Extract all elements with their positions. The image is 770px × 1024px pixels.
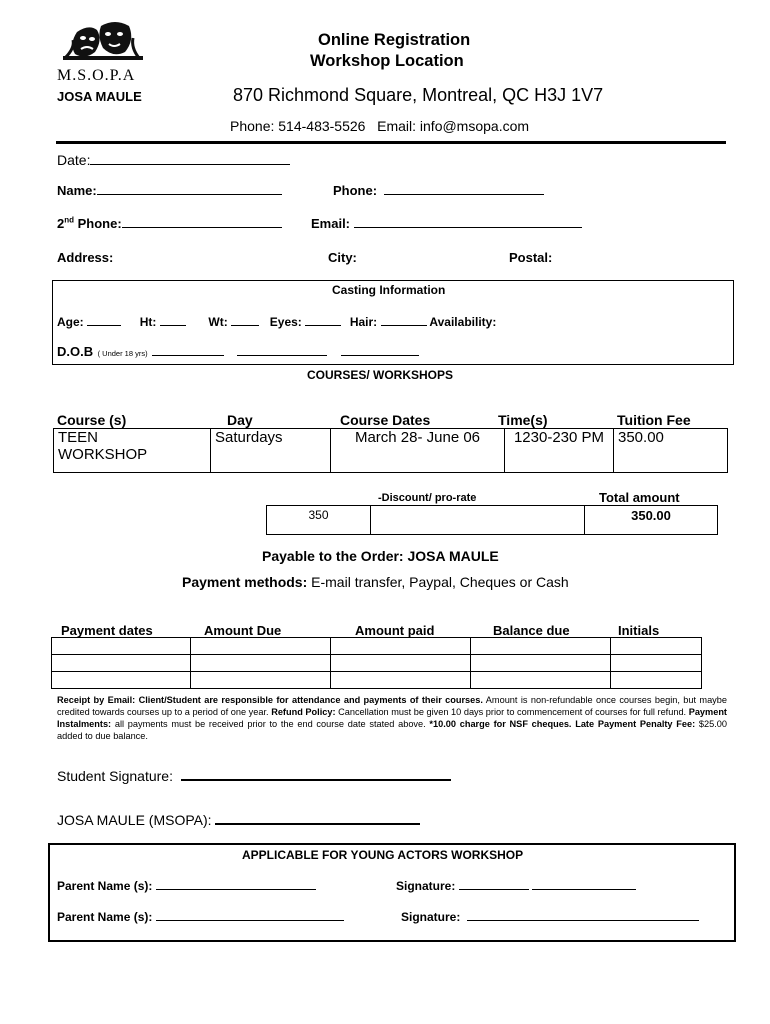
total-amount-label: Total amount [599,490,680,505]
second-phone-field[interactable] [57,216,282,231]
casting-title: Casting Information [332,283,446,297]
discount-cell[interactable] [371,506,585,535]
payment-cell[interactable] [611,672,702,689]
payment-header-initials: Initials [618,623,660,638]
parent-name-field-2[interactable] [57,909,344,924]
ht-label: Ht: [139,315,157,329]
theatre-masks-icon [55,18,155,62]
phone-label: Phone: [333,183,378,198]
name-field[interactable] [57,183,282,198]
course-cell: TEEN WORKSHOP [54,429,211,473]
totals-table [266,505,718,535]
parent-name-label-1: Parent Name (s): [57,879,153,893]
payment-cell[interactable] [471,638,611,655]
msopa-logo [55,18,155,84]
payment-cell[interactable] [611,638,702,655]
payment-cell[interactable] [331,638,471,655]
dob-note: ( Under 18 yrs) [97,349,148,358]
hair-label: Hair: [349,315,378,329]
dob-label: D.O.B [57,344,94,359]
total-amount-cell: 350.00 [585,506,718,535]
header-divider [56,141,726,144]
payment-header-dates: Payment dates [61,623,153,638]
day-cell: Saturdays [211,429,331,473]
second-phone-label: 2nd Phone: [57,216,122,232]
fee-cell: 350.00 [614,429,728,473]
parent-name-label-2: Parent Name (s): [57,910,153,924]
courses-section-title: COURSES/ WORKSHOPS [307,368,454,382]
student-signature-field[interactable] [57,768,451,784]
msopa-signature-label: JOSA MAULE (MSOPA): [57,812,212,828]
payment-cell[interactable] [331,655,471,672]
policy-text: Receipt by Email: Client/Student are responsible for attendance and payments of their courses. Amount is non-refundable once courses begin, but maybe credited towards courses up to a period of one year. Refund Policy: Cancellation must be given 10 days prior to commencement of courses for full refund. Payment Instalments: all payments must be received prior to the end course date stated above. *10.00 charge for NSF cheques. Late Payment Penalty Fee: $25.00 added to due balance. [57,695,727,741]
payment-cell[interactable] [471,655,611,672]
payment-cell[interactable] [52,655,191,672]
time-cell: 1230-230 PM [505,429,614,473]
eyes-label: Eyes: [269,315,302,329]
payment-cell[interactable] [52,672,191,689]
address-label: Address: [57,250,114,265]
logo-text: M.S.O.P.A [57,67,136,84]
course-header-course: Course (s) [57,412,127,428]
payment-methods [182,574,569,590]
payment-cell[interactable] [191,638,331,655]
base-amount-cell: 350 [267,506,371,535]
casting-fields-row[interactable] [57,314,496,329]
email-label: Email: [311,216,351,231]
payment-cell[interactable] [52,638,191,655]
course-header-dates: Course Dates [340,412,431,428]
dates-cell: March 28- June 06 [331,429,505,473]
wt-label: Wt: [208,315,228,329]
course-header-time: Time(s) [498,412,548,428]
msopa-signature-field[interactable] [57,812,420,828]
name-label: Name: [57,183,97,198]
table-row [54,429,728,473]
course-header-day: Day [227,412,253,428]
payment-header-paid: Amount paid [355,623,435,638]
payment-cell[interactable] [331,672,471,689]
course-header-fee: Tuition Fee [617,412,691,428]
payment-methods-value: E-mail transfer, Paypal, Cheques or Cash [307,574,569,590]
age-label: Age: [57,315,84,329]
postal-label: Postal: [509,250,553,265]
payment-cell[interactable] [191,655,331,672]
payment-header-due: Amount Due [204,623,282,638]
payable-to: Payable to the Order: JOSA MAULE [262,548,499,564]
parent-signature-label-2: Signature: [401,910,461,924]
date-field[interactable] [57,152,290,168]
table-row [52,655,702,672]
contact-line: Phone: 514-483-5526 Email: info@msopa.com [230,118,530,134]
table-row [267,506,718,535]
dob-row[interactable] [57,343,419,361]
payment-methods-label: Payment methods: [182,574,308,590]
payment-cell[interactable] [471,672,611,689]
parent-signature-field-2[interactable] [401,909,699,924]
parent-signature-field-1[interactable] [396,878,636,893]
owner-name: JOSA MAULE [57,89,142,104]
availability-label: Availability: [429,315,497,329]
payment-cell[interactable] [191,672,331,689]
workshop-address: 870 Richmond Square, Montreal, QC H3J 1V7 [233,85,604,105]
courses-table [53,428,728,473]
city-label: City: [328,250,357,265]
payment-table [51,637,702,689]
table-row [52,672,702,689]
date-label: Date: [57,152,91,168]
table-row [52,638,702,655]
student-signature-label: Student Signature: [57,768,173,784]
email-field[interactable] [311,216,582,231]
discount-label: -Discount/ pro-rate [378,492,477,504]
title-workshop-location: Workshop Location [310,52,464,70]
phone-field[interactable] [333,183,544,198]
parent-signature-label-1: Signature: [396,879,456,893]
payment-header-balance: Balance due [493,623,570,638]
title-online-registration: Online Registration [318,31,471,49]
young-actors-title: APPLICABLE FOR YOUNG ACTORS WORKSHOP [242,848,524,862]
parent-name-field-1[interactable] [57,878,316,893]
payment-cell[interactable] [611,655,702,672]
